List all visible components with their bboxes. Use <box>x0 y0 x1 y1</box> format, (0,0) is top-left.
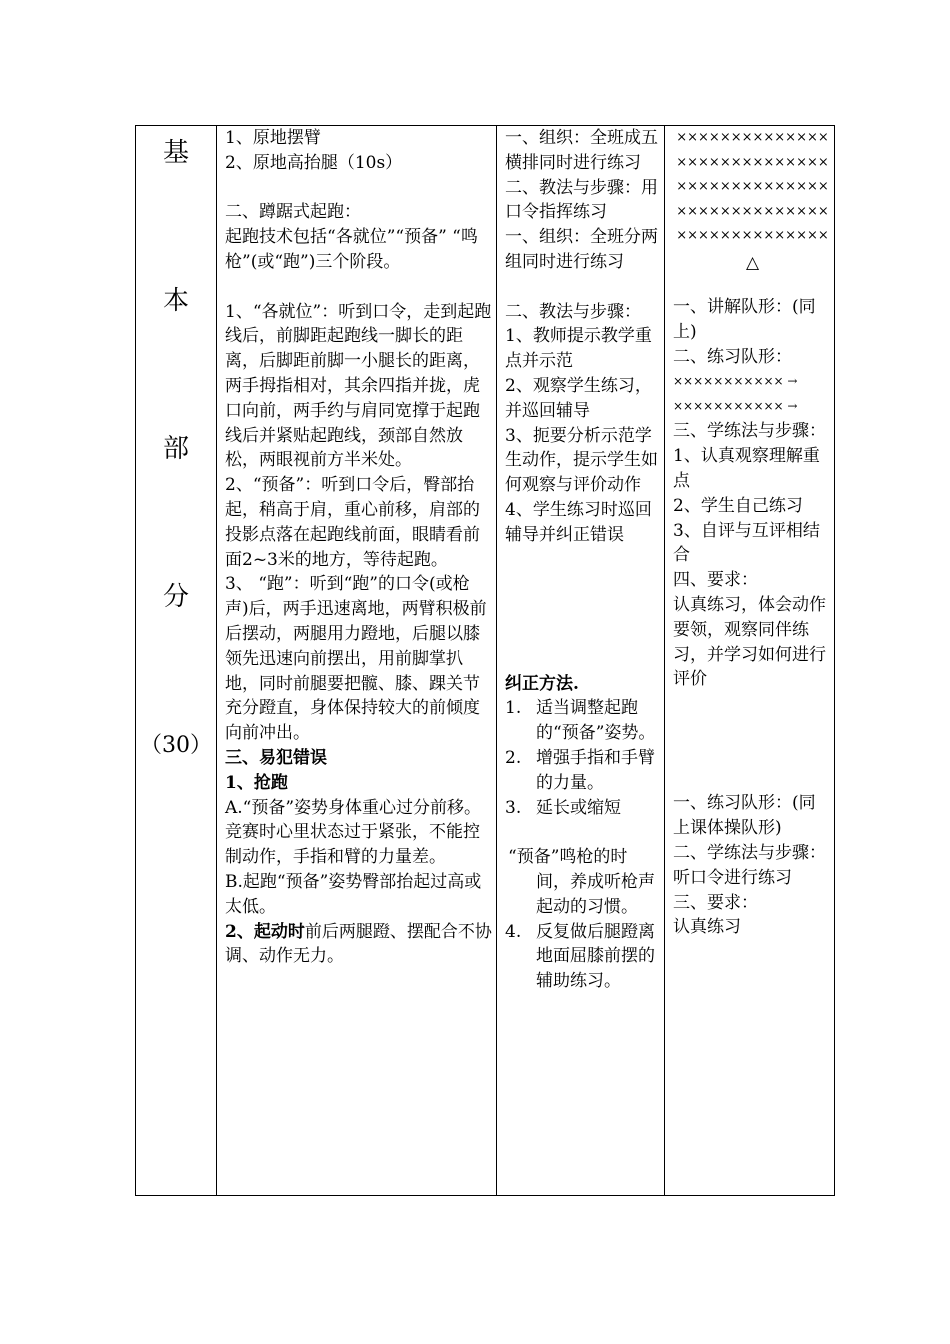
formation-line: 二、学练法与步骤： <box>673 842 826 863</box>
formation-line: 三、学练法与步骤： <box>673 421 826 442</box>
correction-list <box>505 920 660 994</box>
method-line: 一、组织：全班分两组同时进行练习 <box>505 227 658 272</box>
section-heading: 二、蹲踞式起跑： <box>225 202 361 223</box>
section-char: 本 <box>162 286 189 316</box>
formation-line: 1、认真观察理解重点 <box>673 446 820 491</box>
content-paragraph <box>225 920 492 970</box>
formation-line: 一、练习队形：(同上课体操队形) <box>673 793 816 839</box>
formation-line: 认真练习，体会动作要领，观察同伴练习，并学习如何进行评价 <box>673 594 826 690</box>
lesson-table <box>135 125 835 1196</box>
formation-row: ×××××××××××××× <box>676 130 829 145</box>
formation-line: 2、学生自己练习 <box>673 495 803 516</box>
correction-heading: 纠正方法. <box>505 673 579 694</box>
method-column <box>496 126 664 1195</box>
list-item: 3. 延长或缩短 <box>505 797 621 818</box>
error-heading: 2、起动时 <box>225 921 305 942</box>
section-label-column <box>136 126 216 1195</box>
section-char: 基 <box>162 138 189 168</box>
method-line: 1、教师提示教学重点并示范 <box>505 326 652 372</box>
method-line: 2、观察学生练习，并巡回辅导 <box>505 375 652 421</box>
method-line: 二、教法与步骤：用口令指挥练习 <box>505 177 658 223</box>
content-column <box>216 126 496 1195</box>
formation-row: ×××××××××××××× <box>676 228 829 244</box>
method-line: 4、学生练习时巡回辅导并纠正错误 <box>505 499 652 545</box>
formation-line: 3、自评与互评相结合 <box>673 520 820 566</box>
method-line: 3、扼要分析示范学生动作，提示学生如何观察与评价动作 <box>505 425 658 496</box>
content-paragraph: 起跑技术包括“各就位”“预备” “鸣枪”(或“跑”)三个阶段。 <box>225 227 478 272</box>
content-paragraph: 3、 “跑”：听到“跑”的口令(或枪声)后，两手迅速离地，两臂积极前后摆动，两腿用力蹬地，后腿以膝领先迅速向前摆出，用前脚掌扒地，同时前腿要把髋、膝、踝关节充分蹬直，身体保持较大的前倾度向前冲出。 <box>225 574 487 744</box>
teacher-triangle-icon: △ <box>745 252 760 273</box>
formation-line: 二、练习队形： <box>673 346 792 367</box>
correction-list <box>505 696 660 820</box>
formation-line: 一、讲解队形：(同上) <box>673 296 816 342</box>
formation-row: ×××××××××××××× <box>676 203 829 219</box>
list-item: 2. 增强手指和手臂的力量。 <box>505 747 655 793</box>
content-line: 1、原地摆臂 <box>225 128 321 148</box>
method-line: 一、组织：全班成五横排同时进行练习 <box>505 128 658 173</box>
formation-arrow-row: ××××××××××× → <box>673 399 798 414</box>
list-item: 4. 反复做后腿蹬离地面屈膝前摆的辅助练习。 <box>505 921 655 992</box>
section-time: （30） <box>140 733 212 758</box>
error-heading: 1、抢跑 <box>225 772 288 793</box>
content-paragraph: 2、“预备”：听到口令后，臀部抬起，稍高于肩，重心前移，肩部的投影点落在起跑线前面，眼睛看前面2~3米的地方，等待起跑。 <box>225 475 480 570</box>
content-paragraph: 1、“各就位”：听到口令，走到起跑线后，前脚距起跑线一脚长的距离，后脚距前脚一小腿长的距离，两手拇指相对，其余四指并拢，虎口向前，两手约与肩同宽撑于起跑线后并紧贴起跑线，颈部自然放松，两眼视前方半米处。 <box>225 301 492 471</box>
formation-row: ×××××××××××××× <box>676 154 829 170</box>
content-paragraph: A.“预备”姿势身体重心过分前移。竞赛时心里状态过于紧张，不能控制动作，手指和臂的力量差。 <box>225 797 482 868</box>
method-line: 二、教法与步骤： <box>505 301 641 322</box>
section-heading: 三、易犯错误 <box>225 747 327 768</box>
list-item: 1. 适当调整起跑的“预备”姿势。 <box>505 698 656 744</box>
formation-row: ×××××××××××××× <box>676 179 829 195</box>
formation-arrow-row: ××××××××××× → <box>673 374 798 389</box>
error-text: 前后两腿蹬、摆配合不协调、动作无力。 <box>225 921 492 967</box>
section-char: 分 <box>162 582 189 612</box>
list-item-continued: “预备”鸣枪的时间，养成听枪声起动的习惯。 <box>508 847 655 917</box>
content-line: 2、原地高抬腿（10s） <box>225 152 403 173</box>
formation-line: 听口令进行练习 <box>673 867 792 888</box>
formation-line: 三、要求： <box>673 892 758 913</box>
formation-line: 四、要求： <box>673 570 758 591</box>
formation-column <box>664 126 836 1195</box>
section-char: 部 <box>162 434 189 464</box>
content-paragraph: B.起跑“预备”姿势臀部抬起过高或太低。 <box>225 871 482 917</box>
formation-line: 认真练习 <box>673 917 741 938</box>
